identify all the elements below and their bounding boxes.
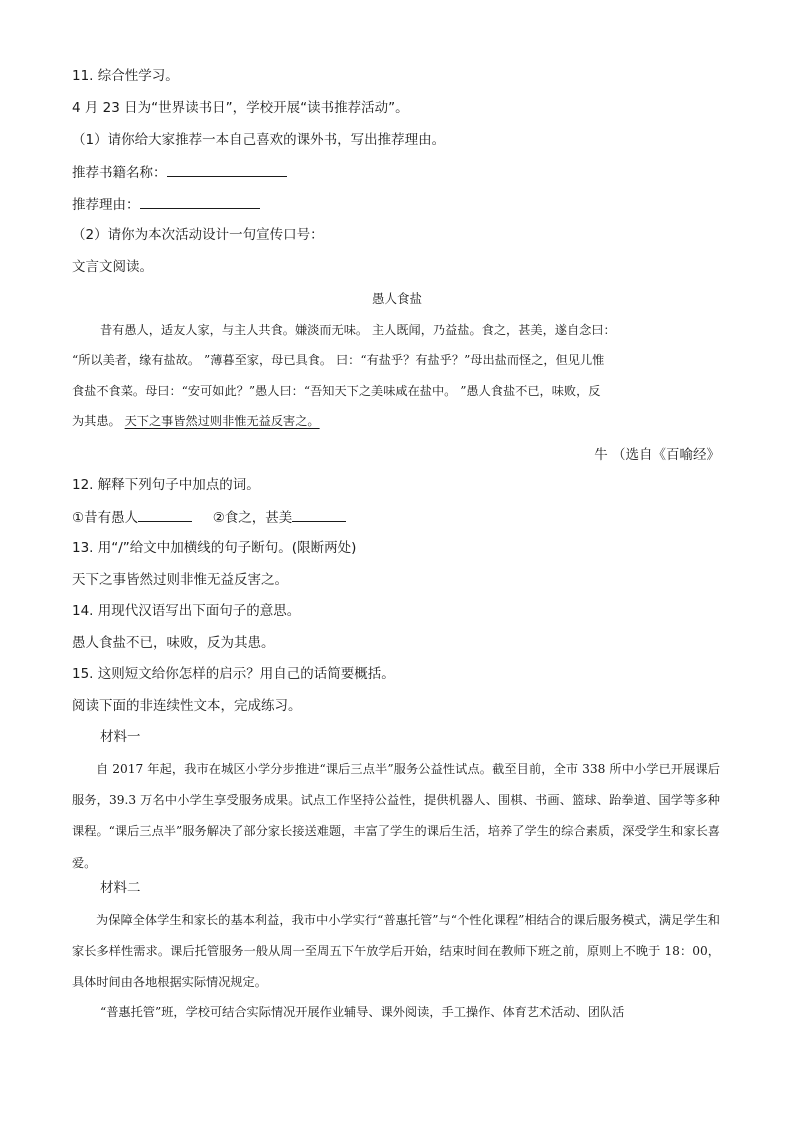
underlined-sentence: 天下之事皆然过则非惟无益反害之。 [124, 414, 320, 428]
q12-item-1: ①昔有愚人 [72, 510, 139, 526]
q11-title: 11. 综合性学习。 [72, 68, 179, 84]
q11-part1: （1）请你给大家推荐一本自己喜欢的课外书，写出推荐理由。 [72, 132, 446, 148]
q14-sentence: 愚人食盐不已，味败，反为其患。 [72, 635, 275, 651]
q12-blank-2[interactable] [292, 507, 346, 522]
classical-line-3: 食盐不食菜。母曰：“安可如此？”愚人曰：“吾知天下之美味咸在盐中。 ”愚人食盐不已，味败，反 [72, 384, 601, 398]
q12-title: 12. 解释下列句子中加点的词。 [72, 477, 260, 493]
q12-blank-1[interactable] [138, 507, 192, 522]
reason-blank[interactable] [140, 194, 260, 209]
material-2-paragraph: 为保障全体学生和家长的基本利益，我市中小学实行“普惠托管”与“个性化课程”相结合的课后服务模式，满足学生和家长多样性需求。课后托管服务一般从周一至周五下午放学后开始，结束时间在教师下班之前，原则上不晚于 18：00，具体时间由各地根据实际情况规定。 [72, 913, 720, 990]
classical-line-1: 昔有愚人，适友人家，与主人共食。嫌淡而无味。 主人既闻，乃益盐。食之，甚美，遂自念曰： [100, 323, 616, 337]
classical-title: 愚人食盐 [371, 291, 422, 306]
book-name-blank[interactable] [167, 162, 287, 177]
q11-part2: （2）请你为本次活动设计一句宣传口号： [72, 227, 324, 243]
material-1-title: 材料一 [100, 729, 141, 745]
material-2-title: 材料二 [100, 880, 141, 896]
book-label: 推荐书籍名称： [72, 165, 167, 181]
reason-label: 推荐理由： [72, 197, 140, 213]
classical-line-2: “所以美者，缘有盐故。 ”薄暮至家，母已具食。 曰：“有盐乎？有盐乎？”母出盐而怪之，但见儿惟 [72, 353, 605, 367]
material-2-text [72, 905, 720, 999]
material-1-text [72, 754, 720, 879]
q11-intro: 4 月 23 日为“世界读书日”，学校开展“读书推荐活动”。 [72, 100, 409, 116]
material-2-text-continued: “普惠托管”班，学校可结合实际情况开展作业辅导、课外阅读，手工操作、体育艺术活动、团队活 [100, 1005, 625, 1019]
q13-sentence: 天下之事皆然过则非惟无益反害之。 [72, 572, 288, 588]
classical-source: 牛 （选自《百喻经》 [594, 447, 720, 463]
material-1-paragraph: 自 2017 年起，我市在城区小学分步推进“课后三点半”服务公益性试点。截至目前，全市 338 所中小学已开展课后服务，39.3 万名中小学生享受服务成果。试点工作坚持公益性，提供机器人、围棋、书画、篮球、跆拳道、国学等多种课程。“课后三点半”服务解决了部分家长接送难题，丰富了学生的课后生活，培养了学生的综合素质，深受学生和家长喜爱。 [72, 762, 720, 870]
q12-items [72, 507, 346, 528]
classical-line-4 [72, 411, 320, 431]
q15-title: 15. 这则短文给你怎样的启示？用自己的话简要概括。 [72, 666, 395, 682]
q13-title: 13. 用“/”给文中加横线的句子断句。(限断两处) [72, 540, 357, 556]
q11-reason-row [72, 194, 260, 215]
q11-book-row [72, 162, 287, 183]
nonconti-heading: 阅读下面的非连续性文本，完成练习。 [72, 698, 302, 714]
q14-title: 14. 用现代汉语写出下面句子的意思。 [72, 603, 301, 619]
q12-item-2: ②食之，甚美 [212, 510, 293, 526]
classical-line-4-plain: 为其患。 [72, 414, 121, 428]
classical-heading: 文言文阅读。 [72, 259, 153, 275]
